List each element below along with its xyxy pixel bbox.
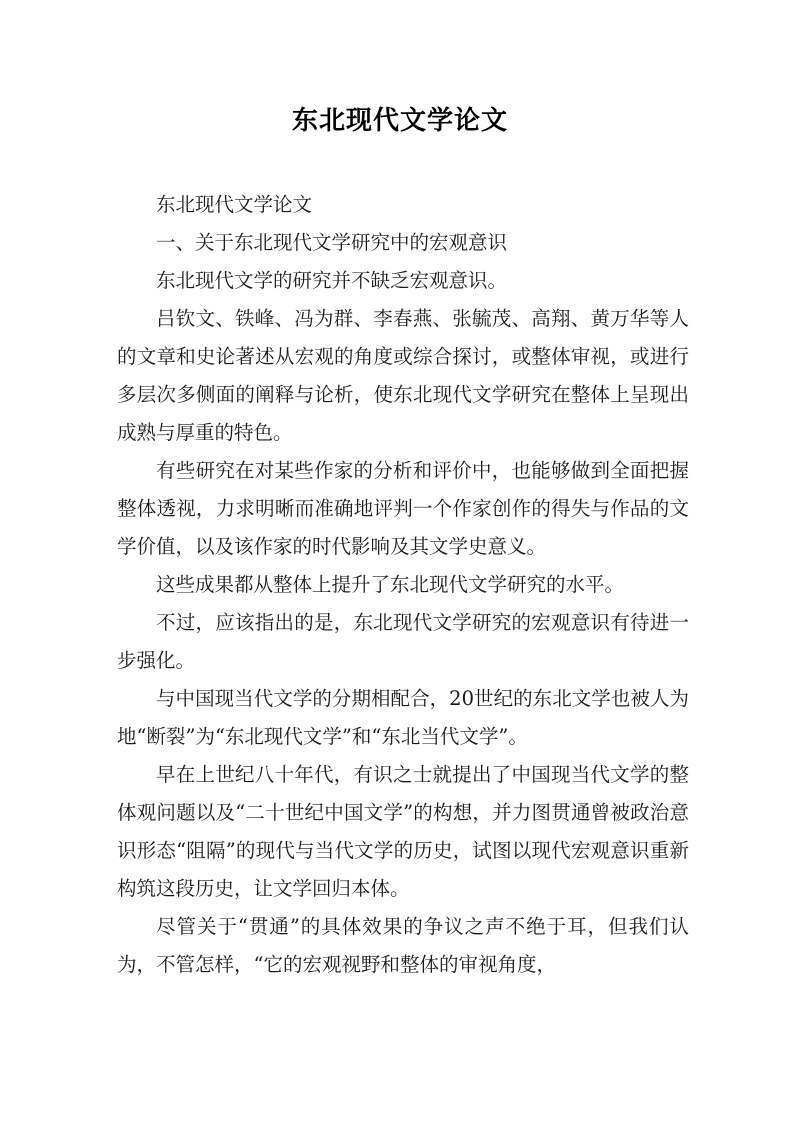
document-body — [117, 186, 689, 984]
paragraph: 东北现代文学论文 — [156, 193, 313, 216]
paragraph: 这些成果都从整体上提升了东北现代文学研究的水平。 — [156, 573, 625, 596]
paragraph: 不过，应该指出的是，东北现代文学研究的宏观意识有待进一步强化。 — [117, 611, 689, 672]
paragraph: 吕钦文、铁峰、冯为群、李春燕、张毓茂、高翔、黄万华等人的文章和史论著述从宏观的角度或综合探讨，或整体审视，或进行多层次多侧面的阐释与论析，使东北现代文学研究在整体上呈现出成熟与厚重的特色。 — [117, 307, 689, 444]
paragraph: 有些研究在对某些作家的分析和评价中，也能够做到全面把握整体透视，力求明晰而准确地评判一个作家创作的得失与作品的文学价值，以及该作家的时代影响及其文学史意义。 — [117, 459, 689, 558]
section-heading: 一、关于东北现代文学研究中的宏观意识 — [156, 231, 508, 254]
paragraph: 尽管关于“贯通”的具体效果的争议之声不绝于耳，但我们认为，不管怎样，“它的宏观视野和整体的审视角度， — [117, 915, 689, 976]
paragraph: 与中国现当代文学的分期相配合，20世纪的东北文学也被人为地“断裂”为“东北现代文学”和“东北当代文学”。 — [117, 687, 689, 748]
paragraph: 早在上世纪八十年代，有识之士就提出了中国现当代文学的整体观问题以及“二十世纪中国文学”的构想，并力图贯通曾被政治意识形态“阻隔”的现代与当代文学的历史，试图以现代宏观意识重新构筑这段历史，让文学回归本体。 — [117, 763, 689, 900]
document-title: 东北现代文学论文 — [291, 106, 508, 136]
paragraph: 东北现代文学的研究并不缺乏宏观意识。 — [156, 269, 508, 292]
